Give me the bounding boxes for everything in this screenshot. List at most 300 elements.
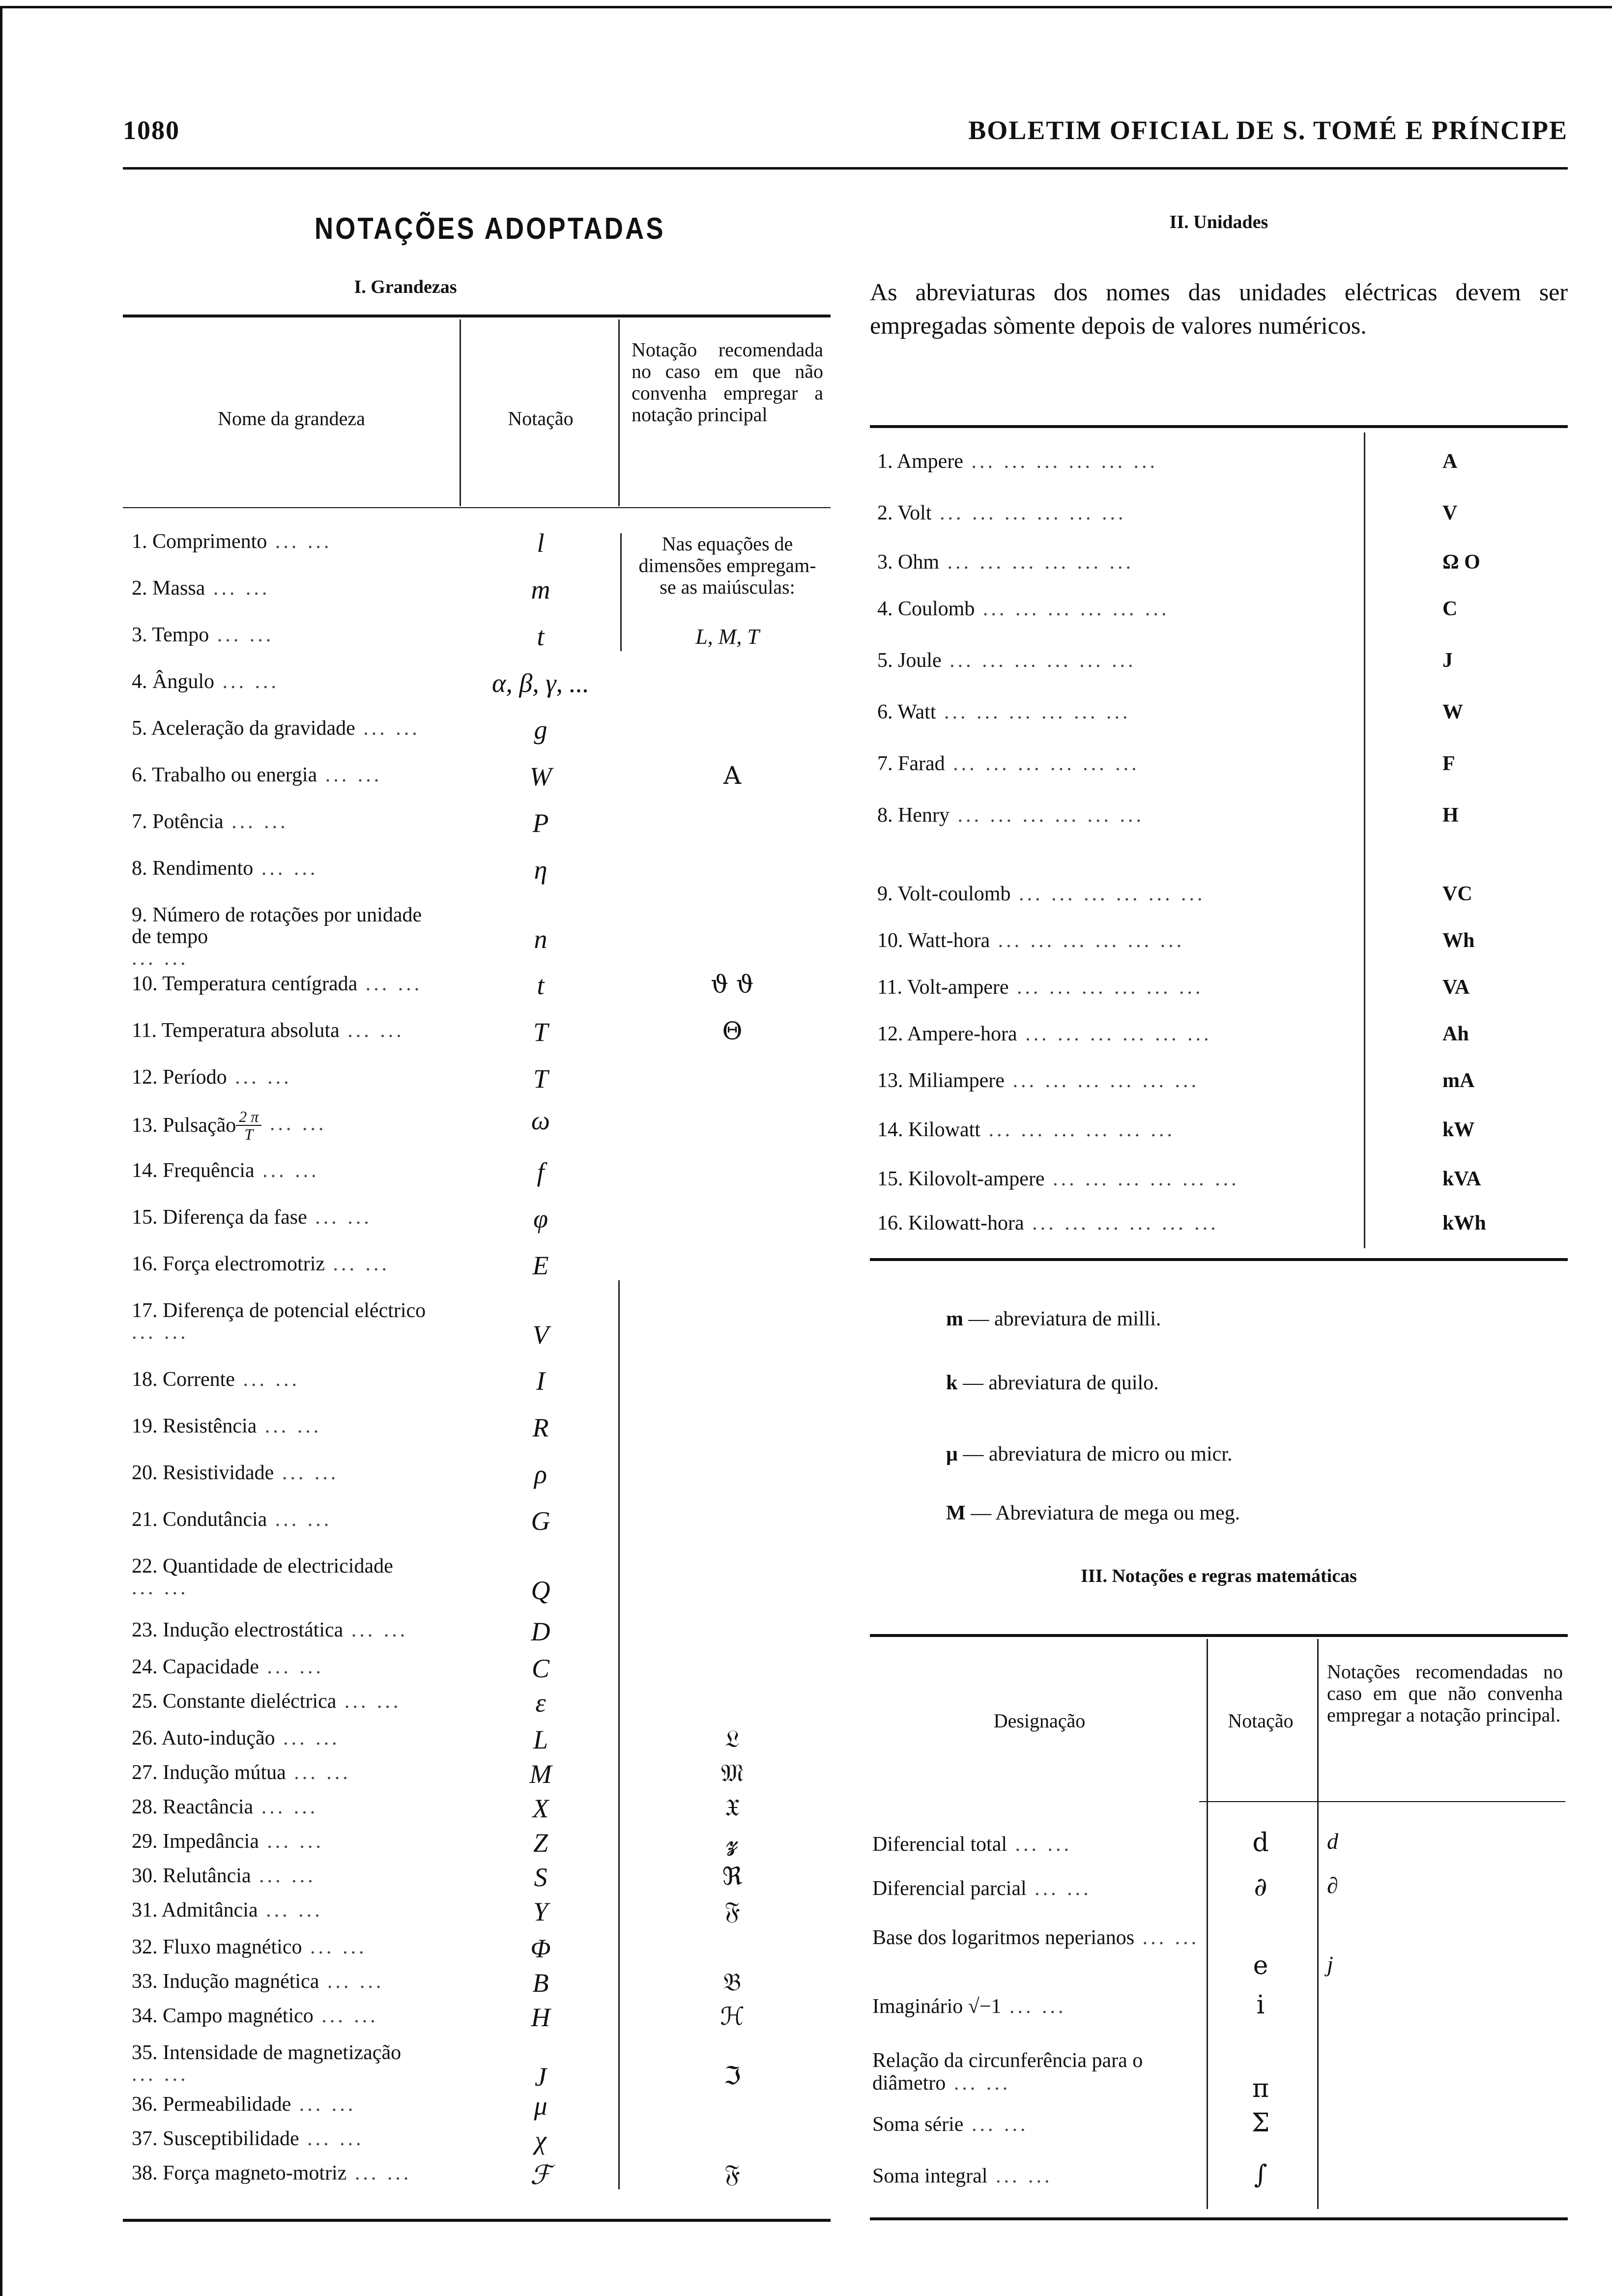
grandeza-name: 36. Permeabilidade xyxy=(132,2093,291,2116)
dimension-note: Nas equações de dimensões empregam-se as maiúsculas: xyxy=(638,533,816,598)
grandeza-name: 35. Intensidade de magnetização xyxy=(132,2041,402,2064)
grandezas-title: I. Grandezas xyxy=(354,277,457,297)
leader-dots: ... ... xyxy=(275,1727,340,1750)
leader-dots: ... ... xyxy=(132,1577,189,1599)
grandeza-notation: t xyxy=(537,971,545,1000)
leader-dots: ... ... xyxy=(987,2165,1053,2187)
grandeza-row xyxy=(132,1206,451,1228)
matematica-notation: π xyxy=(1252,2074,1269,2103)
unidade-abbreviation: Ω O xyxy=(1442,551,1480,574)
matematica-name: Soma integral xyxy=(872,2165,988,2187)
grandeza-row xyxy=(132,1619,451,1641)
leader-dots: ... ... xyxy=(325,1253,390,1275)
leader-dots: ... ... xyxy=(313,2005,378,2027)
grandeza-notation: C xyxy=(531,1654,550,1683)
leader-dots: ... ... xyxy=(253,857,318,880)
unidade-name: 8. Henry xyxy=(877,804,950,827)
grandeza-name: 9. Número de rotações por unidade de tempo xyxy=(132,904,422,948)
unidade-name: 6. Watt xyxy=(877,701,936,723)
grandeza-name: 27. Indução mútua xyxy=(132,1761,286,1784)
grandeza-row xyxy=(132,1020,451,1041)
grandeza-notation: T xyxy=(533,1017,548,1047)
grandeza-name: 22. Quantidade de electricidade xyxy=(132,1555,393,1578)
leader-dots: ... ... ... ... ... ... xyxy=(941,649,1136,672)
unidade-name: 16. Kilowatt-hora xyxy=(877,1212,1024,1234)
grandeza-notation: η xyxy=(534,855,547,885)
col-notacao-mat: Notação xyxy=(1228,1710,1294,1732)
unidade-row xyxy=(877,882,1369,906)
leader-dots: ... ... xyxy=(132,947,189,970)
matematica-alt-notation: d xyxy=(1327,1829,1338,1854)
grandeza-notation: E xyxy=(532,1251,549,1280)
grandeza-name: 6. Trabalho ou energia xyxy=(132,764,317,786)
leader-dots: ... ... xyxy=(317,764,382,786)
prefix-note xyxy=(946,1371,1159,1395)
pulse-numerator: 2 π xyxy=(236,1108,261,1126)
leader-dots: ... ... xyxy=(253,1796,318,1818)
prefix-symbol: k xyxy=(946,1372,963,1394)
grandezas-head-rule xyxy=(123,507,831,508)
leader-dots: ... ... ... ... ... ... xyxy=(1008,976,1204,999)
note-bracket xyxy=(620,533,622,651)
leader-dots: ... ... ... ... ... ... xyxy=(1010,883,1206,905)
leader-dots: ... ... ... ... ... ... xyxy=(931,502,1126,524)
leader-dots: ... ... xyxy=(132,1321,189,1344)
unidade-row xyxy=(877,929,1369,952)
leader-dots: ... ... xyxy=(267,1508,332,1531)
grandeza-alt-notation: ℋ xyxy=(720,2002,745,2031)
leader-dots: ... ... xyxy=(1007,1833,1072,1856)
grandeza-notation: M xyxy=(529,1759,552,1789)
unidade-name: 4. Coulomb xyxy=(877,598,975,620)
grandeza-alt-notation: 𝔅 xyxy=(723,1968,742,1996)
grandeza-notation: P xyxy=(532,808,549,838)
grandeza-notation: G xyxy=(531,1506,550,1536)
unidade-name: 5. Joule xyxy=(877,649,942,672)
matematica-name: Imaginário √−1 xyxy=(872,1995,1002,2018)
unidade-abbreviation: C xyxy=(1442,598,1458,620)
leader-dots: ... ... xyxy=(205,577,270,600)
leader-dots: ... ... xyxy=(209,624,274,646)
grandeza-name: 33. Indução magnética xyxy=(132,1970,319,1993)
matematica-row xyxy=(872,1833,1211,1856)
leader-dots: ... ... xyxy=(132,2063,189,2086)
grandeza-notation: ε xyxy=(535,1688,546,1718)
unidade-abbreviation: Wh xyxy=(1442,929,1475,952)
grandeza-notation: J xyxy=(535,2062,547,2092)
matematicas-title: III. Notações e regras matemáticas xyxy=(1081,1566,1357,1586)
grandeza-name: 4. Ângulo xyxy=(132,670,214,693)
grandeza-notation: V xyxy=(532,1320,549,1349)
unidade-row xyxy=(877,649,1369,672)
grandeza-notation: I xyxy=(536,1366,545,1396)
pulse-fraction xyxy=(236,1108,261,1143)
grandeza-notation: Φ xyxy=(530,1934,551,1963)
leader-dots: ... ... xyxy=(257,1415,322,1437)
grandeza-alt-notation: ℑ xyxy=(723,2062,741,2090)
grandeza-notation: X xyxy=(532,1794,549,1823)
unidade-row xyxy=(877,1069,1369,1092)
leader-dots: ... ... ... ... ... ... xyxy=(1017,1023,1212,1045)
leader-dots: ... ... xyxy=(963,2113,1029,2136)
unidade-row xyxy=(877,752,1369,775)
grandeza-name: 8. Rendimento xyxy=(132,857,254,880)
unidade-row xyxy=(877,1167,1369,1191)
matematica-notation: i xyxy=(1256,1990,1265,2020)
grandeza-row xyxy=(132,1066,451,1088)
unidade-name: 3. Ohm xyxy=(877,551,939,574)
leader-dots: ... ... xyxy=(319,1970,384,1993)
grandeza-name: 18. Corrente xyxy=(132,1368,235,1391)
matematica-name: Diferencial total xyxy=(872,1833,1008,1856)
grandeza-notation: D xyxy=(531,1617,550,1646)
unidades-bottom-rule xyxy=(870,1258,1568,1261)
grandeza-row xyxy=(132,1971,451,1992)
dimension-note-symbols: L, M, T xyxy=(695,625,759,649)
leader-dots: ... ... xyxy=(234,1368,300,1391)
col-notacao-recomendada: Notação recomendada no caso em que não convenha empregar a notação principal xyxy=(632,339,823,426)
matematica-notation: e xyxy=(1253,1951,1268,1980)
leader-dots: ... ... xyxy=(346,2162,412,2184)
matematica-row xyxy=(872,1926,1211,1949)
prefix-symbol: μ xyxy=(946,1443,963,1465)
leader-dots: ... ... xyxy=(286,1761,351,1784)
col-designacao: Designação xyxy=(993,1710,1086,1732)
leader-dots: ... ... ... ... ... ... xyxy=(945,752,1140,775)
unidade-abbreviation: VA xyxy=(1442,976,1470,999)
unidade-row xyxy=(877,804,1369,827)
leader-dots: ... ... xyxy=(946,2072,1011,2095)
grandeza-row xyxy=(132,1656,451,1678)
leader-dots: ... ... xyxy=(254,1159,319,1182)
unidade-abbreviation: A xyxy=(1442,450,1458,473)
journal-title: BOLETIM OFICIAL DE S. TOMÉ E PRÍNCIPE xyxy=(968,115,1568,145)
unidade-row xyxy=(877,501,1369,525)
grandeza-row xyxy=(132,1865,451,1887)
matematica-row xyxy=(872,2113,1211,2136)
grandeza-row xyxy=(132,2128,451,2150)
unidade-abbreviation: VC xyxy=(1442,883,1472,905)
prefix-symbol: m xyxy=(946,1308,969,1330)
grandeza-row xyxy=(132,718,451,739)
grandeza-name: 24. Capacidade xyxy=(132,1656,259,1678)
grandeza-name: 1. Comprimento xyxy=(132,530,267,553)
grandeza-row xyxy=(132,858,451,879)
unidades-top-rule xyxy=(870,425,1568,428)
grandeza-name: 21. Condutância xyxy=(132,1508,267,1531)
leader-dots: ... ... ... ... ... ... xyxy=(949,804,1144,827)
grandeza-name: 30. Relutância xyxy=(132,1865,251,1887)
unidade-row xyxy=(877,700,1369,724)
matematica-name: Base dos logaritmos neperianos xyxy=(872,1926,1135,1949)
grandeza-alt-notation: ℜ xyxy=(722,1862,743,1891)
unidade-row xyxy=(877,550,1369,574)
grandeza-name: 29. Impedância xyxy=(132,1830,259,1853)
grandeza-name: 32. Fluxo magnético xyxy=(132,1936,302,1958)
grandeza-row xyxy=(132,811,451,832)
prefix-text: — abreviatura de micro ou micr. xyxy=(963,1443,1233,1465)
grandeza-name: 16. Força electromotriz xyxy=(132,1253,325,1275)
leader-dots: ... ... xyxy=(251,1865,316,1887)
matematica-row xyxy=(872,1995,1211,2018)
grandeza-notation: t xyxy=(537,622,545,651)
leader-dots: ... ... xyxy=(343,1619,408,1641)
unidade-name: 13. Miliampere xyxy=(877,1069,1005,1092)
grandeza-alt-notation: 𝔉 xyxy=(724,2159,740,2188)
grandeza-name: 2. Massa xyxy=(132,577,205,600)
leader-dots: ... ... ... ... ... ... xyxy=(936,701,1131,723)
matematica-notation: ∫ xyxy=(1254,2160,1267,2189)
matematicas-bottom-rule xyxy=(870,2217,1568,2220)
grandeza-name: 14. Frequência xyxy=(132,1159,255,1182)
grandeza-name: 7. Potência xyxy=(132,810,224,833)
grandeza-alt-notation: 𝔃 xyxy=(726,1828,739,1856)
matematica-alt-notation: ∂ xyxy=(1327,1873,1338,1898)
grandeza-name: 5. Aceleração da gravidade xyxy=(132,717,355,740)
grandeza-row xyxy=(132,671,451,692)
grandeza-row xyxy=(132,2094,451,2115)
col-divider xyxy=(618,319,620,506)
leader-dots: ... ... ... ... ... ... xyxy=(939,551,1134,574)
grandeza-notation: φ xyxy=(533,1204,548,1234)
leader-dots: ... ... ... ... ... ... xyxy=(963,450,1158,473)
col-notacoes-recomendadas: Notações recomendadas no caso em que não convenha empregar a notação principal. xyxy=(1327,1661,1563,1726)
leader-dots: ... ... xyxy=(214,670,279,693)
leader-dots: ... ... ... ... ... ... xyxy=(1024,1212,1219,1234)
grandeza-name: 3. Tempo xyxy=(132,624,209,646)
page-number: 1080 xyxy=(123,115,180,145)
grandeza-name: 12. Período xyxy=(132,1066,227,1089)
leader-dots: ... ... ... ... ... ... xyxy=(990,929,1185,952)
grandeza-row xyxy=(132,1160,451,1181)
matematica-name: Diferencial parcial xyxy=(872,1877,1027,1900)
prefix-text: — abreviatura de milli. xyxy=(968,1308,1161,1330)
leader-dots: ... ... xyxy=(1001,1995,1066,2018)
grandeza-notation: μ xyxy=(534,2091,547,2121)
grandeza-alt-notation: 𝔐 xyxy=(721,1759,744,1787)
grandeza-row xyxy=(132,1796,451,1818)
leader-dots: ... ... ... ... ... ... xyxy=(975,598,1170,620)
left-border xyxy=(0,6,2,2296)
grandeza-notation: Q xyxy=(531,1576,550,1605)
matematica-name: Soma série xyxy=(872,2113,964,2136)
unidade-name: 9. Volt-coulomb xyxy=(877,883,1011,905)
unidade-name: 2. Volt xyxy=(877,502,932,524)
grandeza-name: 31. Admitância xyxy=(132,1899,258,1922)
matematicas-top-rule xyxy=(870,1634,1568,1637)
leader-dots: ... ... xyxy=(299,2127,364,2150)
grandeza-row xyxy=(132,1899,451,1921)
prefix-text: — Abreviatura de mega ou meg. xyxy=(971,1502,1240,1524)
grandeza-notation: ℱ xyxy=(530,2160,551,2190)
grandeza-notation: χ xyxy=(535,2125,547,2155)
col-notacao: Notação xyxy=(508,407,574,430)
grandeza-alt-notation: ϑ ϑ xyxy=(711,970,754,999)
grandeza-name: 20. Resistividade xyxy=(132,1462,274,1484)
grandeza-row xyxy=(132,2162,451,2184)
grandeza-notation: α, β, γ, ... xyxy=(491,668,590,698)
leader-dots: ... ... xyxy=(259,1656,324,1678)
unidade-name: 10. Watt-hora xyxy=(877,929,990,952)
grandezas-bottom-rule xyxy=(123,2219,831,2222)
grandeza-name: 26. Auto-indução xyxy=(132,1727,275,1750)
prefix-note xyxy=(946,1501,1240,1525)
leader-dots: ... ... xyxy=(1134,1926,1200,1949)
matematica-notation: Σ xyxy=(1251,2108,1270,2138)
grandeza-alt-notation: Θ xyxy=(722,1017,743,1045)
grandeza-row xyxy=(132,1831,451,1852)
unidade-name: 15. Kilovolt-ampere xyxy=(877,1168,1045,1190)
grandeza-name: 28. Reactância xyxy=(132,1796,254,1818)
grandeza-name: 37. Susceptibilidade xyxy=(132,2127,299,2150)
unidade-abbreviation: kWh xyxy=(1442,1212,1486,1234)
leader-dots: ... ... xyxy=(1026,1877,1092,1900)
unidades-title: II. Unidades xyxy=(1169,212,1268,232)
grandeza-notation: n xyxy=(534,924,547,954)
header-rule xyxy=(123,167,1568,170)
unidade-abbreviation: kW xyxy=(1442,1119,1475,1141)
leader-dots: ... ... xyxy=(261,1112,327,1135)
grandeza-alt-notation: A xyxy=(723,761,742,790)
grandeza-row xyxy=(132,2005,451,2027)
unidade-abbreviation: W xyxy=(1442,701,1463,723)
leader-dots: ... ... xyxy=(336,1690,402,1713)
grandeza-notation: f xyxy=(537,1157,545,1187)
unidade-abbreviation: H xyxy=(1442,804,1459,827)
leader-dots: ... ... xyxy=(259,1830,324,1853)
grandeza-notation: g xyxy=(534,715,547,745)
col-divider xyxy=(460,319,461,506)
grandeza-notation: T xyxy=(533,1064,548,1093)
leader-dots: ... ... xyxy=(291,2093,356,2116)
grandeza-row xyxy=(132,1936,451,1958)
unidade-abbreviation: Ah xyxy=(1442,1023,1469,1045)
grandeza-row xyxy=(132,1691,451,1712)
prefix-text: — abreviatura de quilo. xyxy=(962,1372,1159,1394)
grandeza-row xyxy=(132,1300,451,1343)
grandeza-notation: S xyxy=(534,1863,547,1892)
leader-dots: ... ... xyxy=(357,973,423,995)
leader-dots: ... ... xyxy=(223,810,288,833)
grandeza-name: 10. Temperatura centígrada xyxy=(132,973,358,995)
grandeza-name: 15. Diferença da fase xyxy=(132,1206,307,1229)
grandeza-alt-notation: 𝔏 xyxy=(725,1724,740,1753)
unidade-row xyxy=(877,1022,1369,1046)
grandeza-row xyxy=(132,904,451,969)
grandeza-name: 19. Resistência xyxy=(132,1415,257,1437)
grandeza-alt-notation: 𝔛 xyxy=(724,1793,740,1822)
unidade-row xyxy=(877,450,1369,473)
prefix-note xyxy=(946,1307,1161,1331)
notacoes-title: NOTAÇÕES ADOPTADAS xyxy=(315,212,665,246)
leader-dots: ... ... xyxy=(267,530,332,553)
unidades-intro: As abreviaturas dos nomes das unidades eléctricas devem ser empregadas sòmente depois de valores numéricos. xyxy=(870,278,1568,339)
grandeza-row xyxy=(132,764,451,786)
matematica-name: Relação da circunferência para o diâmetro xyxy=(872,2049,1143,2095)
unidade-row xyxy=(877,1118,1369,1142)
grandeza-row xyxy=(132,1762,451,1783)
grandeza-row xyxy=(132,973,451,995)
unidade-name: 1. Ampere xyxy=(877,450,963,473)
grandezas-top-rule xyxy=(123,315,831,317)
prefix-symbol: M xyxy=(946,1502,971,1524)
leader-dots: ... ... xyxy=(274,1462,339,1484)
leader-dots: ... ... xyxy=(355,717,420,740)
grandeza-notation: B xyxy=(532,1968,549,1998)
pulse-denominator: T xyxy=(244,1125,254,1143)
grandeza-row xyxy=(132,1369,451,1390)
col-divider xyxy=(1317,1639,1319,2209)
prefix-note xyxy=(946,1442,1232,1466)
grandeza-name: 11. Temperatura absoluta xyxy=(132,1019,340,1042)
grandeza-row xyxy=(132,624,451,646)
leader-dots: ... ... xyxy=(258,1899,323,1922)
leader-dots: ... ... xyxy=(227,1066,292,1089)
unidade-row xyxy=(877,597,1369,621)
unidade-name: 14. Kilowatt xyxy=(877,1119,980,1141)
col-nome-grandeza: Nome da grandeza xyxy=(218,407,365,430)
unidade-row xyxy=(877,976,1369,999)
unidade-abbreviation: mA xyxy=(1442,1069,1475,1092)
grandeza-name: 17. Diferença de potencial eléctrico xyxy=(132,1299,426,1322)
unidade-abbreviation: V xyxy=(1442,502,1458,524)
leader-dots: ... ... xyxy=(302,1936,367,1958)
grandeza-row xyxy=(132,1108,451,1143)
leader-dots: ... ... ... ... ... ... xyxy=(1044,1168,1239,1190)
grandeza-name: 38. Força magneto-motriz xyxy=(132,2162,347,2184)
unidade-row xyxy=(877,1211,1369,1235)
leader-dots: ... ... xyxy=(339,1019,404,1042)
matematica-notation: d xyxy=(1252,1828,1269,1858)
grandeza-row xyxy=(132,531,451,552)
unidade-abbreviation: kVA xyxy=(1442,1168,1481,1190)
unidade-name: 11. Volt-ampere xyxy=(877,976,1009,999)
leader-dots: ... ... ... ... ... ... xyxy=(980,1119,1175,1141)
grandeza-name: 25. Constante dieléctrica xyxy=(132,1690,337,1713)
grandeza-alt-notation: 𝔉 xyxy=(724,1896,740,1925)
grandeza-row xyxy=(132,577,451,599)
matematica-row xyxy=(872,2049,1211,2095)
grandeza-row xyxy=(132,1253,451,1275)
top-border xyxy=(0,6,1612,8)
grandeza-notation: ω xyxy=(531,1106,550,1135)
grandeza-notation: H xyxy=(531,2003,550,2032)
unidade-abbreviation: J xyxy=(1442,649,1453,672)
grandeza-notation: l xyxy=(537,528,545,558)
grandeza-row xyxy=(132,1555,451,1599)
grandeza-row xyxy=(132,1509,451,1530)
matematica-row xyxy=(872,2165,1211,2187)
grandeza-row xyxy=(132,1727,451,1749)
unidade-name: 12. Ampere-hora xyxy=(877,1023,1017,1045)
grandeza-notation: Y xyxy=(533,1897,548,1926)
grandeza-name: 23. Indução electrostática xyxy=(132,1619,344,1641)
leader-dots: ... ... ... ... ... ... xyxy=(1004,1069,1199,1092)
leader-dots: ... ... xyxy=(307,1206,372,1229)
grandeza-notation: L xyxy=(533,1725,548,1754)
unidade-abbreviation: F xyxy=(1442,752,1455,775)
grandeza-notation: ρ xyxy=(534,1460,547,1489)
grandeza-notation: W xyxy=(529,762,552,791)
grandeza-name: 34. Campo magnético xyxy=(132,2005,314,2027)
matematicas-head-rule xyxy=(1199,1801,1565,1802)
grandeza-notation: R xyxy=(532,1413,549,1442)
grandeza-row xyxy=(132,1415,451,1437)
grandeza-row xyxy=(132,2042,451,2085)
grandeza-row xyxy=(132,1462,451,1484)
grandeza-name: 13. Pulsação xyxy=(132,1114,236,1137)
matematica-notation: ∂ xyxy=(1254,1872,1267,1902)
